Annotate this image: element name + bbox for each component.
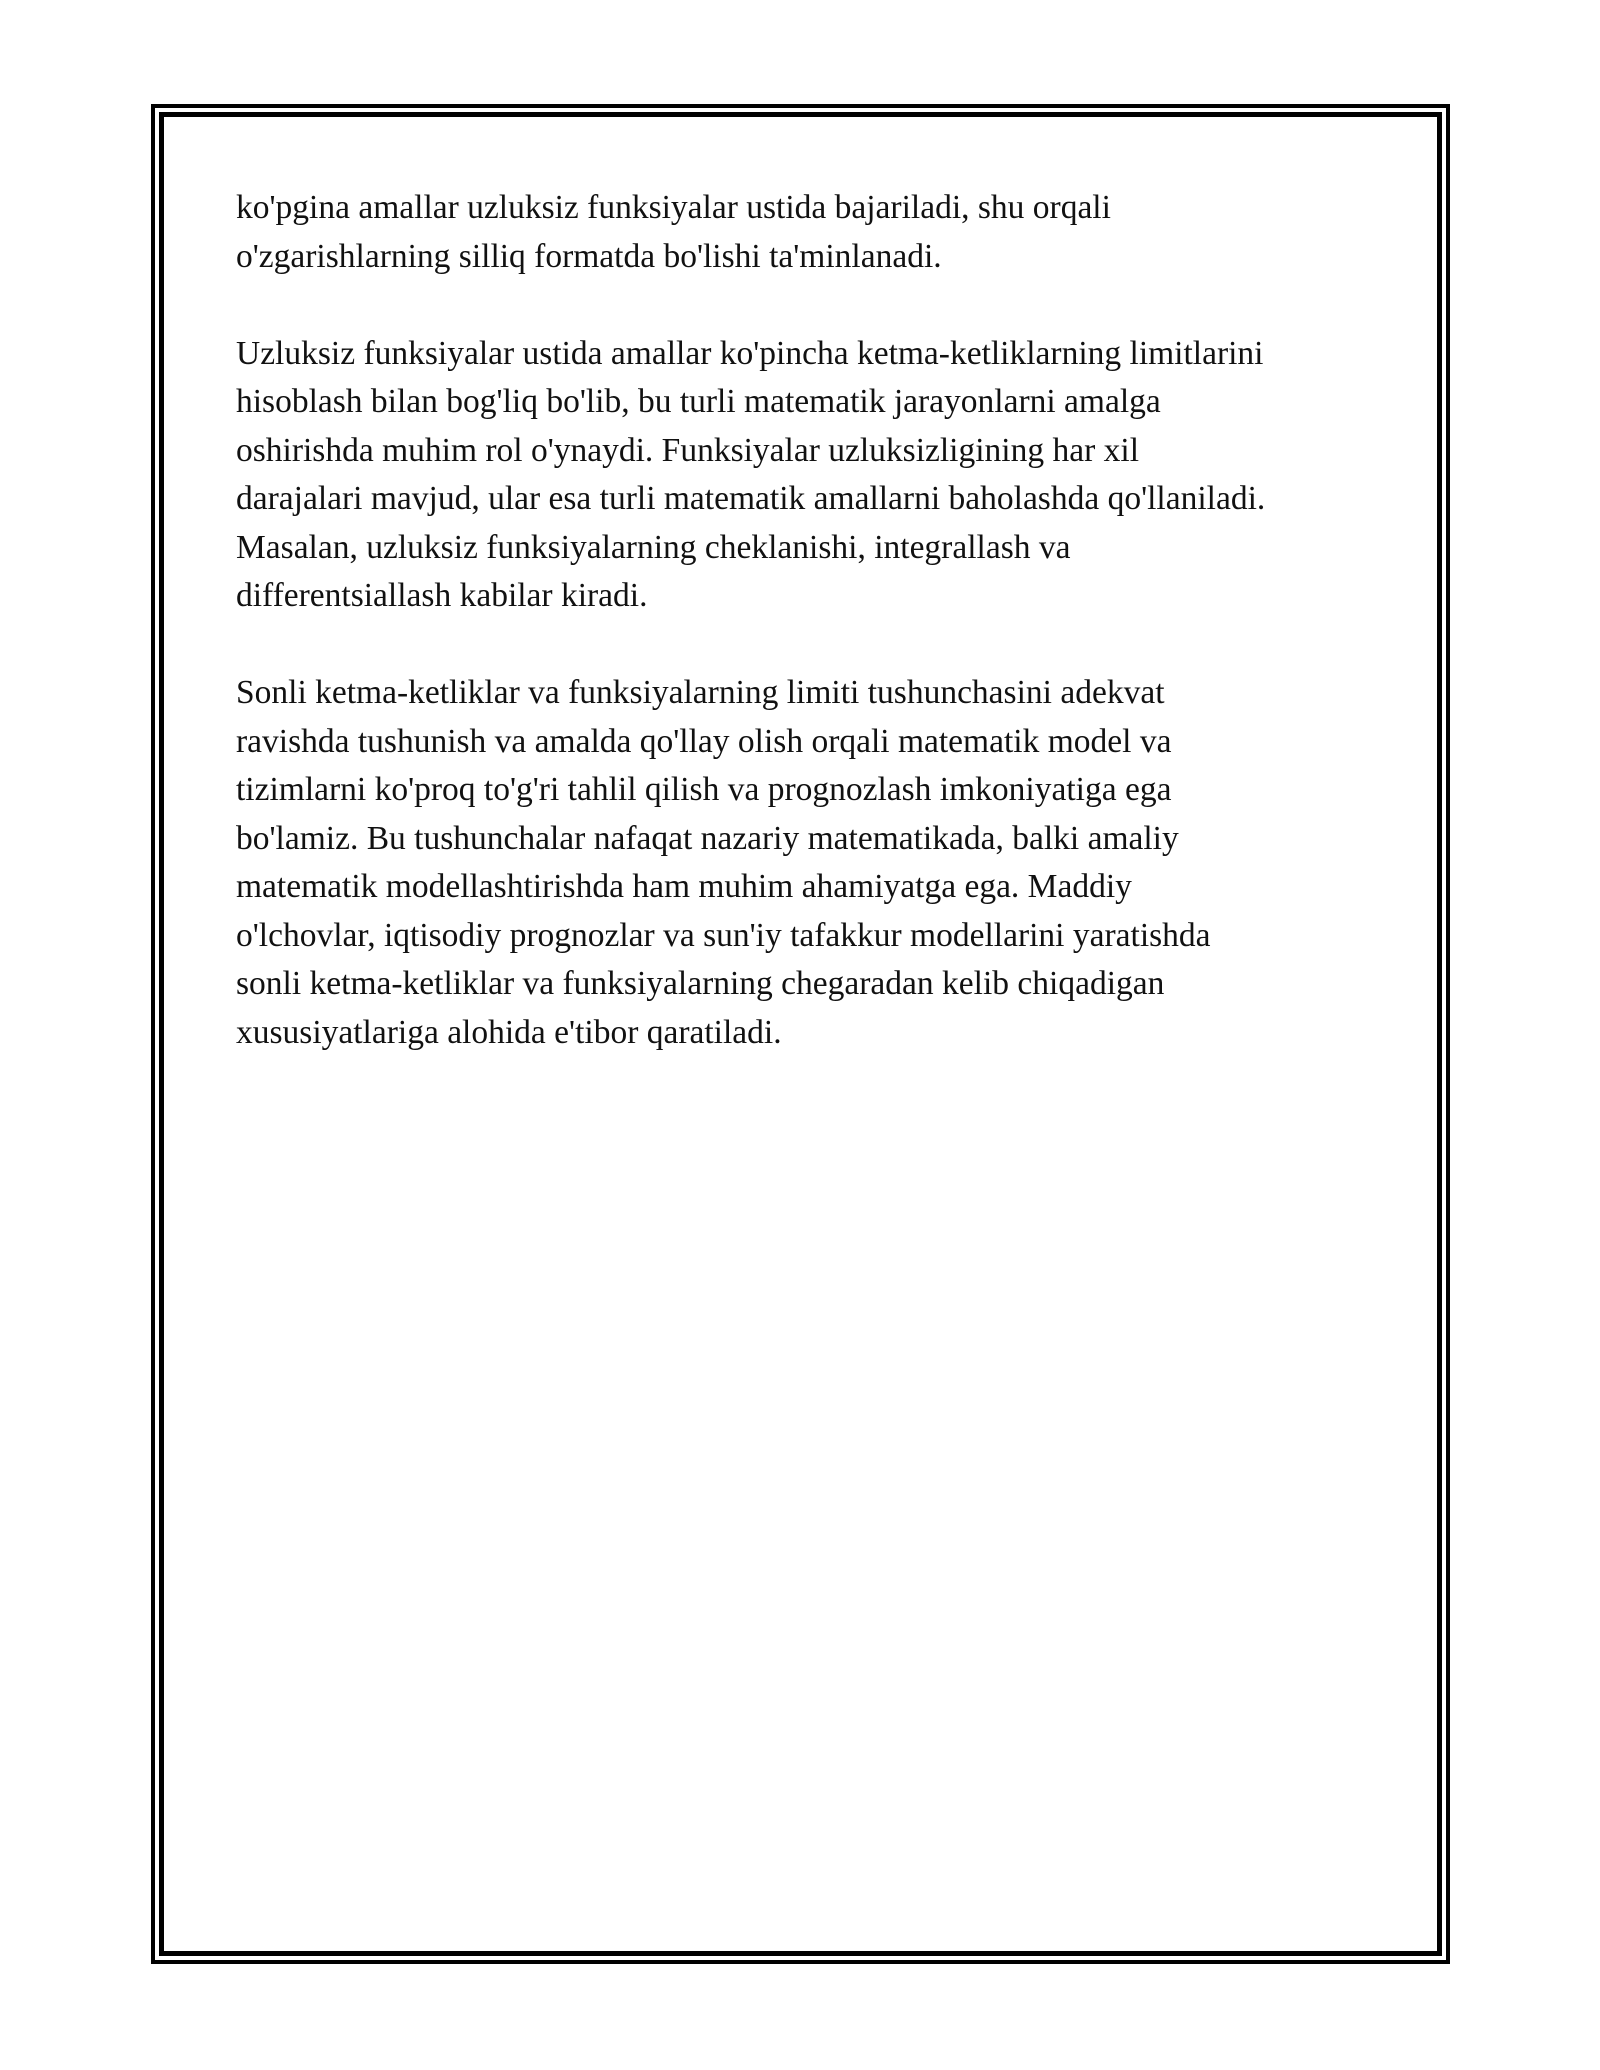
document-body <box>236 184 1376 1106</box>
paragraph-2: Uzluksiz funksiyalar ustida amallar ko'pincha ketma-ketliklarning limitlarini hisoblash bilan bog'liq bo'lib, bu turli matematik jarayonlarni amalga oshirishda muhim rol o'ynaydi. Funksiyalar uzluksizligining har xil darajalari mavjud, ular esa turli matematik amallarni baholashda qo'llaniladi. Masalan, uzluksiz funksiyalarning cheklanishi, integrallash va differentsiallash kabilar kiradi. <box>236 334 1266 614</box>
paragraph-3: Sonli ketma-ketliklar va funksiyalarning limiti tushunchasini adekvat ravishda tushunish va amalda qo'llay olish orqali matematik model va tizimlarni ko'proq to'g'ri tahlil qilish va prognozlash imkoniyatiga ega bo'lamiz. Bu tushunchalar nafaqat nazariy matematikada, balki amaliy matematik modellashtirishda ham muhim ahamiyatga ega. Maddiy o'lchovlar, iqtisodiy prognozlar va sun'iy tafakkur modellarini yaratishda sonli ketma-ketliklar va funksiyalarning chegaradan kelib chiqadigan xususiyatlariga alohida e'tibor qaratiladi. <box>236 674 1211 1051</box>
paragraph-1: ko'pgina amallar uzluksiz funksiyalar ustida bajariladi, shu orqali o'zgarishlarning silliq formatda bo'lishi ta'minlanadi. <box>236 189 1111 275</box>
